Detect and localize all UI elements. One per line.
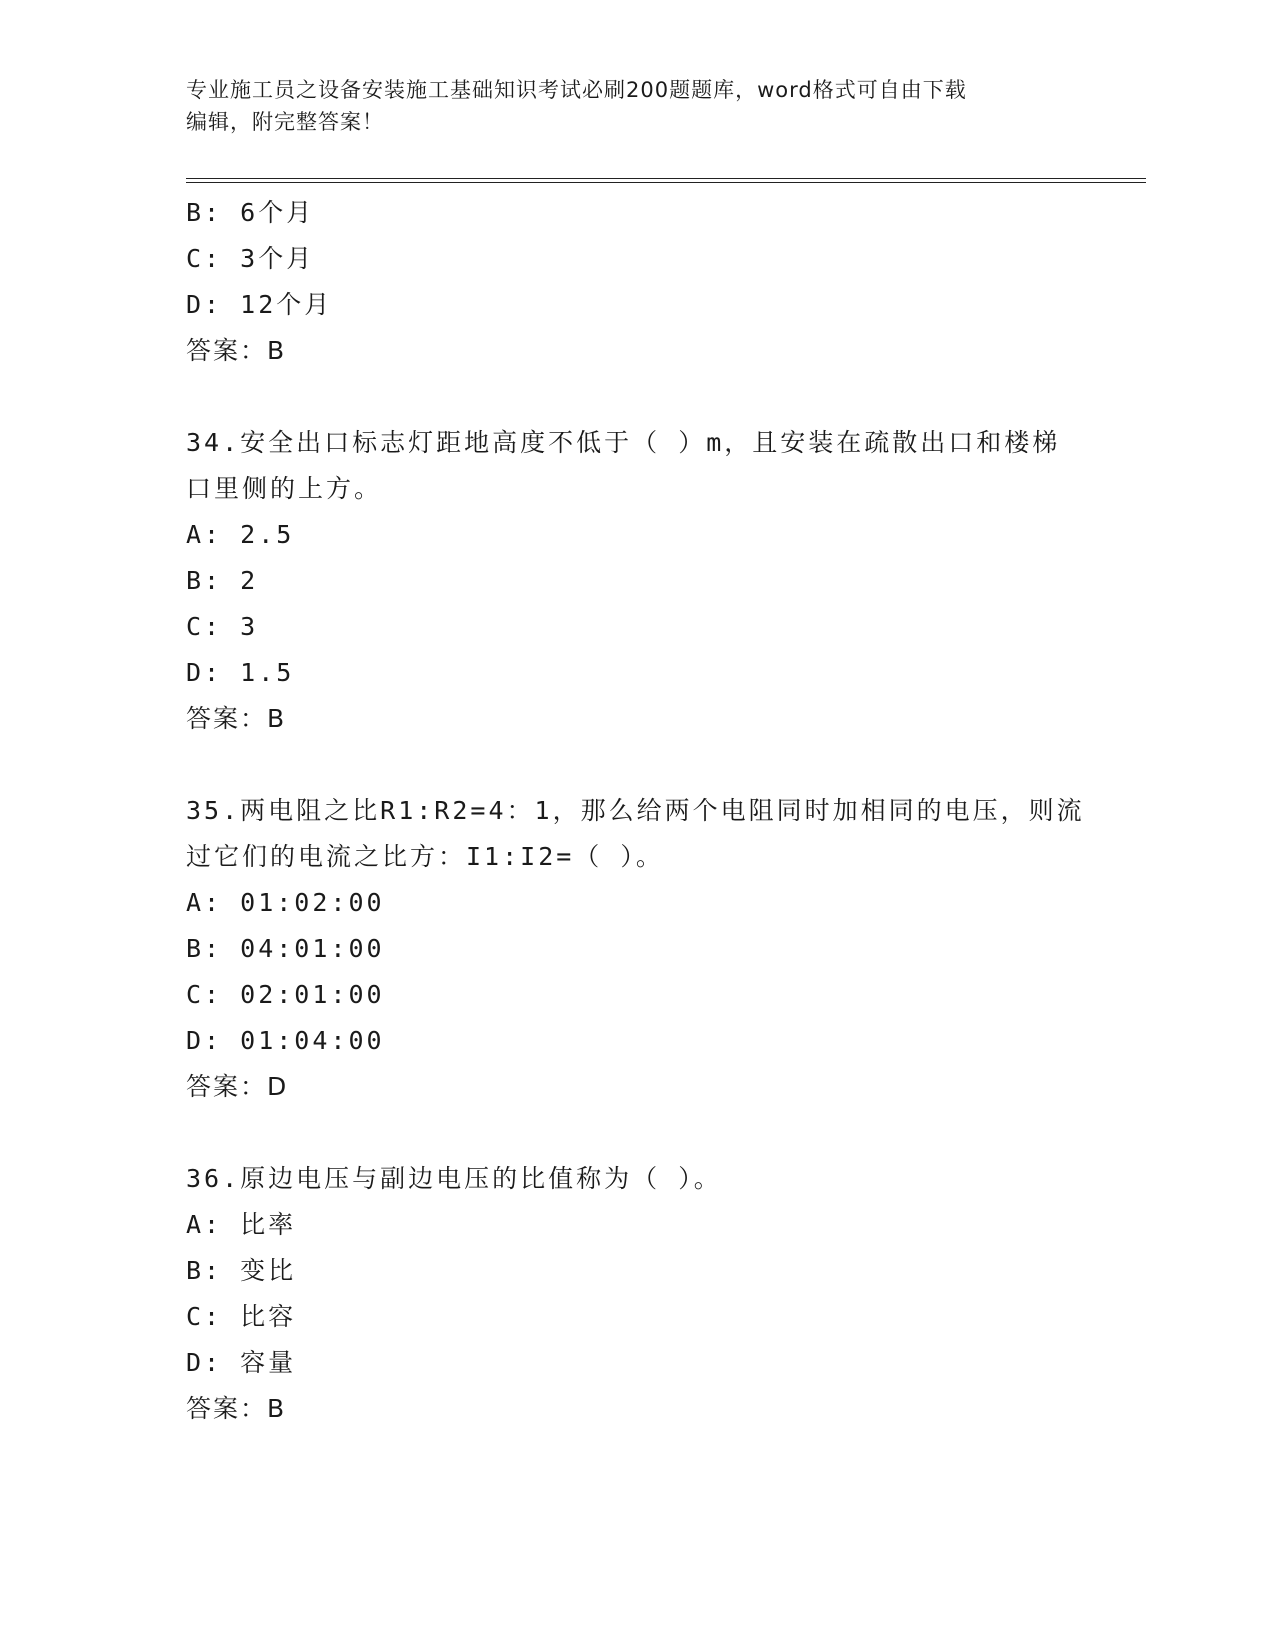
answer-line: 答案：B [186,336,287,365]
option-a: A: 2.5 [186,520,295,549]
spacer [186,374,1066,420]
document-header [186,74,1066,138]
option-a: A: 比率 [186,1210,297,1239]
question-stem-line-2: 口里侧的上方。 [186,474,383,503]
answer-line: 答案：B [186,704,287,733]
header-divider [186,178,1146,183]
question-36 [186,1156,1066,1432]
option-d: D: 1.5 [186,658,295,687]
spacer [186,742,1066,788]
question-34 [186,420,1066,742]
option-d: D: 容量 [186,1348,297,1377]
question-list [186,190,1085,1432]
question-stem-line-1: 36.原边电压与副边电压的比值称为（ ）。 [186,1164,722,1193]
document-page [186,0,1146,1650]
answer-line: 答案：D [186,1072,289,1101]
question-stem-line-1: 35.两电阻之比R1:R2=4：1，那么给两个电阻同时加相同的电压，则流 [186,796,1085,825]
spacer [186,1110,1066,1156]
question-stem-line-2: 过它们的电流之比方：I1:I2=（ ）。 [186,842,664,871]
option-d: D: 01:04:00 [186,1026,385,1055]
question-35 [186,788,1085,1110]
option-b: B: 04:01:00 [186,934,385,963]
option-c: C: 3个月 [186,244,315,273]
header-line-1: 专业施工员之设备安装施工基础知识考试必刷200题题库，word格式可自由下载 [186,78,967,102]
option-b: B: 变比 [186,1256,297,1285]
option-c: C: 比容 [186,1302,297,1331]
option-a: A: 01:02:00 [186,888,385,917]
option-c: C: 02:01:00 [186,980,385,1009]
option-b: B: 6个月 [186,198,315,227]
answer-line: 答案：B [186,1394,287,1423]
header-line-2: 编辑，附完整答案！ [186,110,384,134]
option-c: C: 3 [186,612,259,641]
option-d: D: 12个月 [186,290,333,319]
option-b: B: 2 [186,566,259,595]
question-stem-line-1: 34.安全出口标志灯距地高度不低于（ ）m，且安装在疏散出口和楼梯 [186,428,1061,457]
question-33 [186,190,1066,374]
